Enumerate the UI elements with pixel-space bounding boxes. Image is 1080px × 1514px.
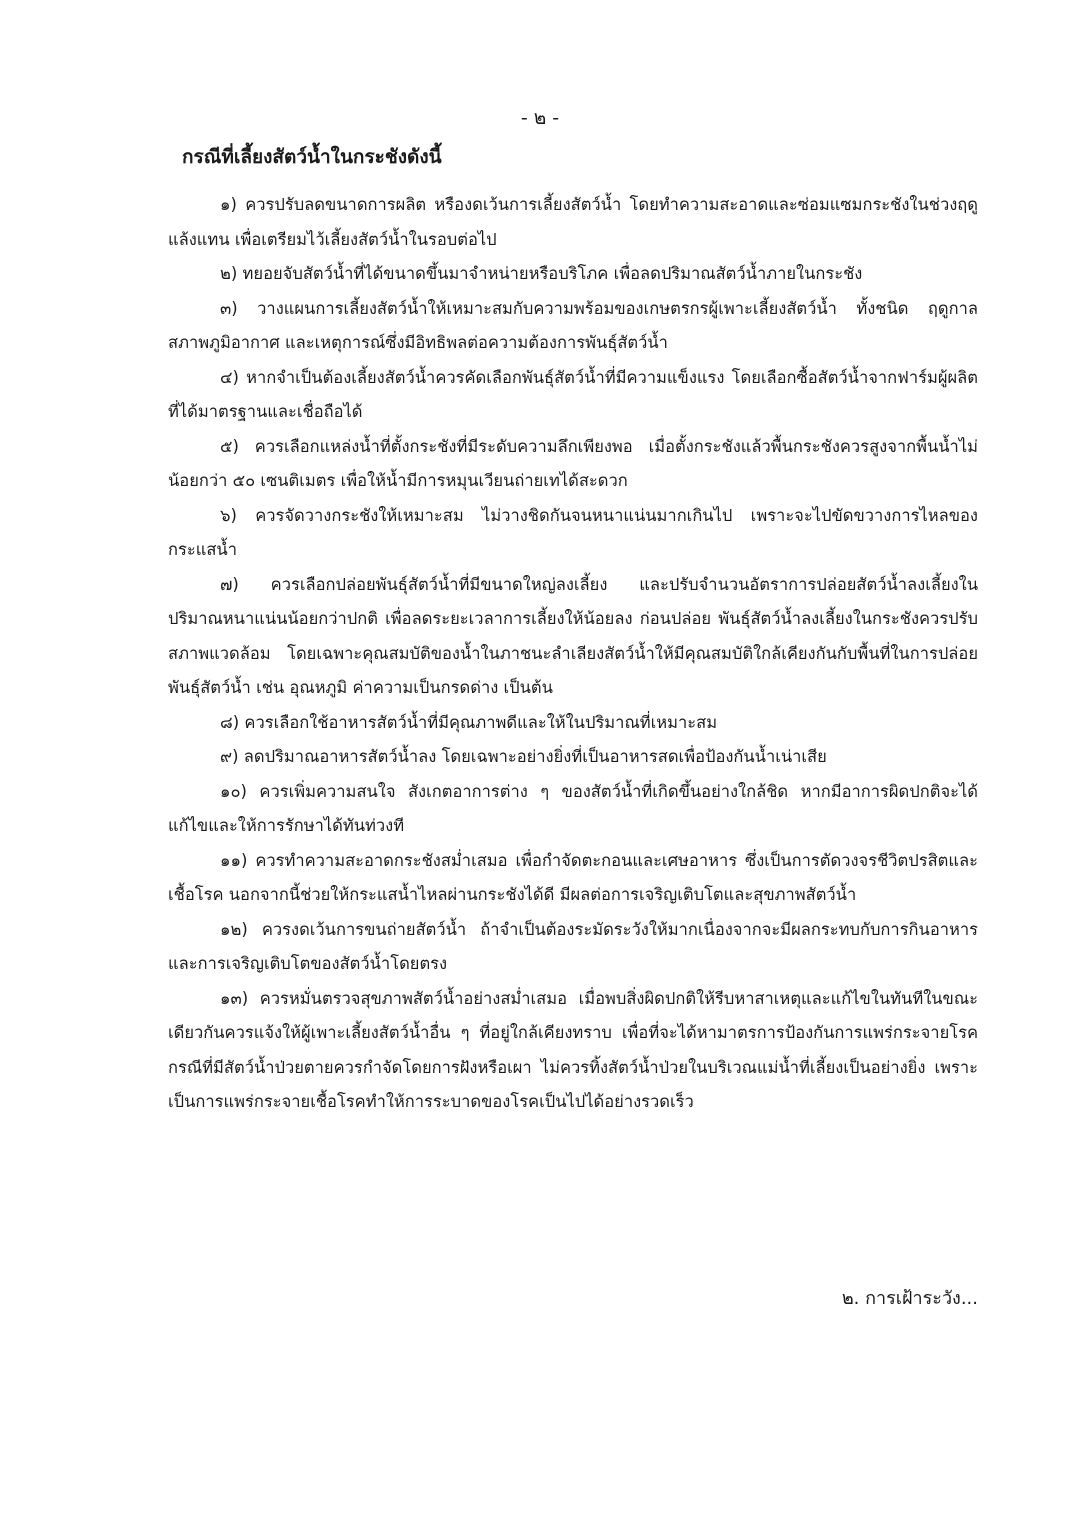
list-item-8: ๘) ควรเลือกใช้อาหารสัตว์น้ำที่มีคุณภาพดีและให้ในปริมาณที่เหมาะสม bbox=[220, 712, 718, 732]
list-item-2: ๒) ทยอยจับสัตว์น้ำที่ได้ขนาดขึ้นมาจำหน่ายหรือบริโภค เพื่อลดปริมาณสัตว์น้ำภายในกระชัง bbox=[220, 264, 863, 283]
list-item-12: ๑๒) ควรงดเว้นการขนถ่ายสัตว์น้ำ ถ้าจำเป็นต้องระมัดระวังให้มากเนื่องจากจะมีผลกระทบกับการกินอาหารและการเจริญเติบโตของสัตว์น้ำโดยตรง bbox=[168, 919, 978, 973]
list-item-11: ๑๑) ควรทำความสะอาดกระชังสม่ำเสมอ เพื่อกำจัดตะกอนและเศษอาหาร ซึ่งเป็นการตัดวงจรชีวิตปรสิตและเชื้อโรค นอกจากนี้ช่วยให้กระแสน้ำไหลผ่านกระชังได้ดี มีผลต่อการเจริญเติบโตและสุขภาพสัตว์น้ำ bbox=[168, 850, 978, 904]
list-item-5: ๕) ควรเลือกแหล่งน้ำที่ตั้งกระชังที่มีระดับความลึกเพียงพอ เมื่อตั้งกระชังแล้วพื้นกระชังควรสูงจากพื้นน้ำไม่น้อยกว่า ๕๐ เซนติเมตร เพื่อให้น้ำมีการหมุนเวียนถ่ายเทได้สะดวก bbox=[168, 436, 978, 490]
list-item-6: ๖) ควรจัดวางกระชังให้เหมาะสม ไม่วางชิดกันจนหนาแน่นมากเกินไป เพราะจะไปขัดขวางการไหลของกระแสน้ำ bbox=[168, 505, 978, 559]
list-item-10: ๑๐) ควรเพิ่มความสนใจ สังเกตอาการต่าง ๆ ของสัตว์น้ำที่เกิดขึ้นอย่างใกล้ชิด หากมีอาการผิดปกติจะได้แก้ไขและให้การรักษาได้ทันท่วงที bbox=[168, 781, 978, 835]
list-item-13: ๑๓) ควรหมั่นตรวจสุขภาพสัตว์น้ำอย่างสม่ำเสมอ เมื่อพบสิ่งผิดปกติให้รีบหาสาเหตุและแก้ไขในทันทีในขณะเดียวกันควรแจ้งให้ผู้เพาะเลี้ยงสัตว์น้ำอื่น ๆ ที่อยู่ใกล้เคียงทราบ เพื่อที่จะได้หามาตรการป้องกันการแพร่กระจายโรค กรณีที่มีสัตว์น้ำป่วยตายควรกำจัดโดยการฝังหรือเผา ไม่ควรทิ้งสัตว์น้ำป่วยในบริเวณแม่น้ำที่เลี้ยงเป็นอย่างยิ่ง เพราะเป็นการแพร่กระจายเชื้อโรคทำให้การระบาดของโรคเป็นไปได้อย่างรวดเร็ว bbox=[168, 988, 978, 1111]
document-body bbox=[168, 140, 978, 1120]
page-number: - ๒ - bbox=[520, 107, 560, 129]
continuation-marker: ๒. การเฝ้าระวัง... bbox=[841, 1288, 978, 1309]
section-heading: กรณีที่เลี้ยงสัตว์น้ำในกระชังดังนี้ bbox=[182, 146, 442, 168]
list-item-1: ๑) ควรปรับลดขนาดการผลิต หรืองดเว้นการเลี้ยงสัตว์น้ำ โดยทำความสะอาดและซ่อมแซมกระชังในช่วงฤดูแล้งแทน เพื่อเตรียมไว้เลี้ยงสัตว์น้ำในรอบต่อไป bbox=[168, 195, 978, 249]
list-item-9: ๙) ลดปริมาณอาหารสัตว์น้ำลง โดยเฉพาะอย่างยิ่งที่เป็นอาหารสดเพื่อป้องกันน้ำเน่าเสีย bbox=[220, 747, 827, 766]
list-item-7: ๗) ควรเลือกปล่อยพันธุ์สัตว์น้ำที่มีขนาดใหญ่ลงเลี้ยง และปรับจำนวนอัตราการปล่อยสัตว์น้ำลงเลี้ยงในปริมาณหนาแน่นน้อยกว่าปกติ เพื่อลดระยะเวลาการเลี้ยงให้น้อยลง ก่อนปล่อย พันธุ์สัตว์น้ำลงเลี้ยงในกระชังควรปรับสภาพแวดล้อม โดยเฉพาะคุณสมบัติของน้ำในภาชนะลำเลียงสัตว์น้ำให้มีคุณสมบัติใกล้เคียงกันกับพื้นที่ในการปล่อยพันธุ์สัตว์น้ำ เช่น อุณหภูมิ ค่าความเป็นกรดด่าง เป็นต้น bbox=[168, 574, 978, 697]
list-item-3: ๓) วางแผนการเลี้ยงสัตว์น้ำให้เหมาะสมกับความพร้อมของเกษตรกรผู้เพาะเลี้ยงสัตว์น้ำ ทั้งชนิด ฤดูกาล สภาพภูมิอากาศ และเหตุการณ์ซึ่งมีอิทธิพลต่อความต้องการพันธุ์สัตว์น้ำ bbox=[168, 298, 978, 352]
list-item-4: ๔) หากจำเป็นต้องเลี้ยงสัตว์น้ำควรคัดเลือกพันธุ์สัตว์น้ำที่มีความแข็งแรง โดยเลือกซื้อสัตว์น้ำจากฟาร์มผู้ผลิตที่ได้มาตรฐานและเชื่อถือได้ bbox=[168, 367, 978, 421]
